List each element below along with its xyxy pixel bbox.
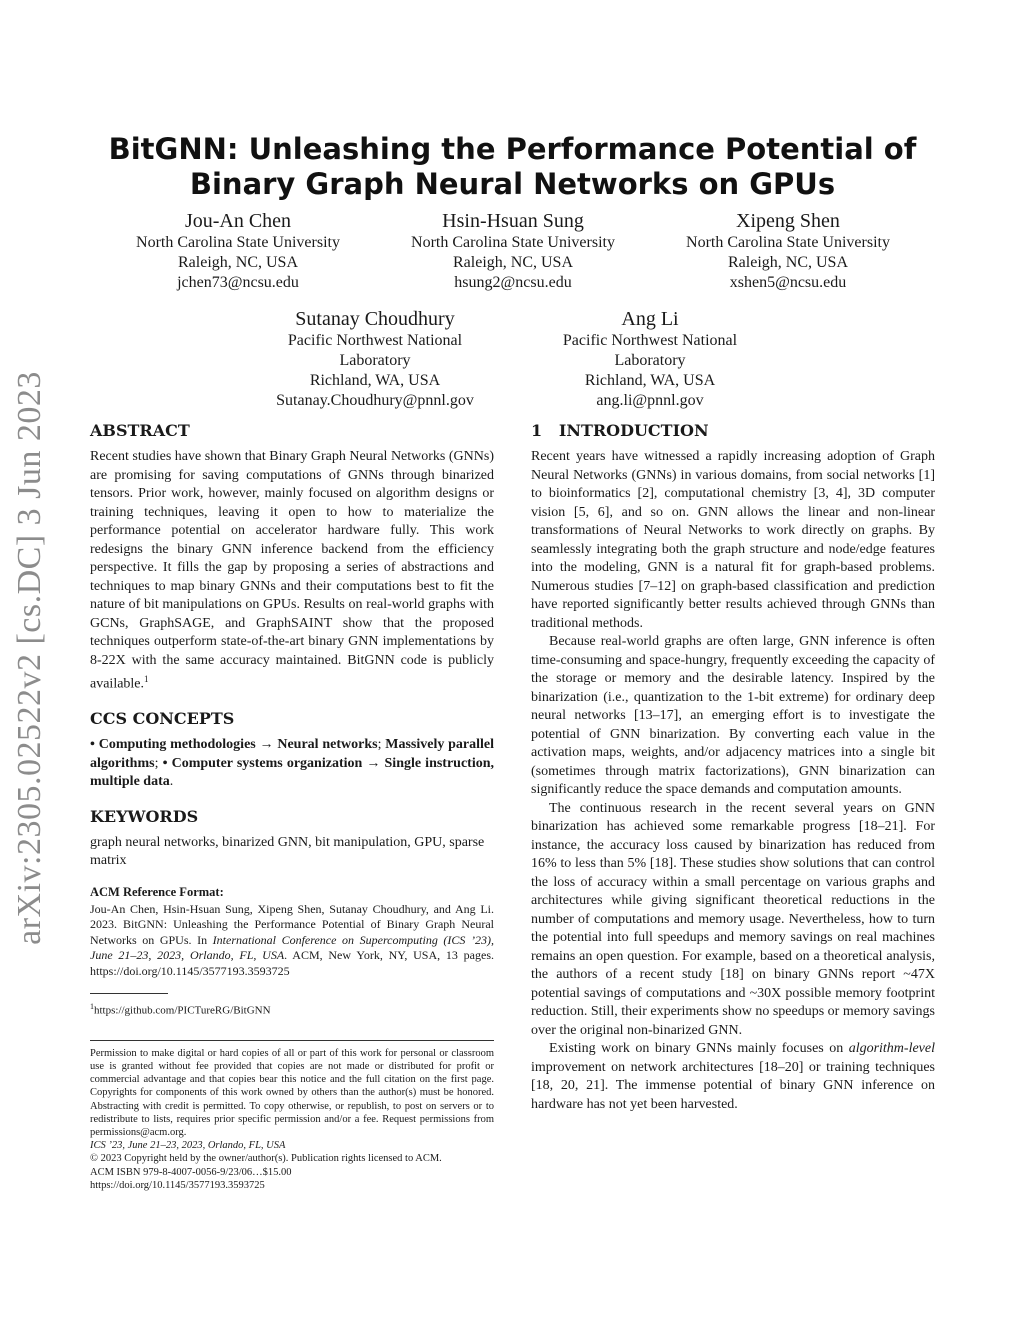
author-affiliation: North Carolina State University bbox=[411, 234, 615, 251]
author-block bbox=[255, 307, 495, 411]
left-column bbox=[90, 420, 494, 1192]
author-block bbox=[668, 209, 908, 293]
intro-paragraph-3: The continuous research in the recent several years on GNN binarization has achieved some remarkable progress [18–21]. For instance, the accuracy loss caused by binarization has reduced from 16% to less than 5% [18]. These studies show solutions that can control the loss of accuracy within a small percentage on various graphs and architectures while giving significant theoretical reductions in the number of computations and memory usage. Nevertheless, how to turn the potential into full speedups and memory savings on real machines remains an open question. For example, based on a theoretical analysis, the authors of a recent study [18] on binary GNNs report ~47X potential savings of computations and ~30X possible memory footprint reduction. Still, their experiments show no speedups or memory savings over the original non-binarized GNN. bbox=[531, 800, 935, 1038]
author-affiliation: Pacific Northwest National bbox=[562, 332, 738, 349]
author-email: hsung2@ncsu.edu bbox=[454, 274, 572, 291]
permission-rule bbox=[90, 1040, 494, 1041]
acm-reference-heading: ACM Reference Format: bbox=[90, 884, 224, 899]
author-affiliation: Laboratory bbox=[614, 352, 686, 369]
author-affiliation: Laboratory bbox=[339, 352, 411, 369]
copyright-line: © 2023 Copyright held by the owner/author(s). Publication rights licensed to ACM. bbox=[90, 1153, 442, 1165]
author-location: Richland, WA, USA bbox=[309, 372, 441, 389]
author-location: Richland, WA, USA bbox=[584, 372, 716, 389]
author-block bbox=[118, 209, 358, 293]
permission-notice: Permission to make digital or hard copies of all or part of this work for personal or classroom use is granted without fee provided that copies are not made or distributed for profit or commercial advantage and that copies bear this notice and the full citation on the first page. Copyrights for components of this work owned by others than the author(s) must be honored. Abstracting with credit is permitted. To copy otherwise, or republish, to post on servers or to redistribute to lists, requires prior specific permission and/or a fee. Request permissions from permissions@acm.org. bbox=[90, 1047, 494, 1139]
acm-reference-text: Jou-An Chen, Hsin-Hsuan Sung, Xipeng Shen, Sutanay Choudhury, and Ang Li. 2023. BitGNN: Unleashing the Performance Potential of Binary Graph Neural Networks on GPUs. In International Conference on Supercomputing (ICS ’23), June 21–23, 2023, Orlando, FL, USA. ACM, New York, NY, USA, 13 pages. https://doi.org/10.1145/3577193.3593725 bbox=[90, 901, 495, 978]
paper-title: BitGNN: Unleashing the Performance Potential of Binary Graph Neural Networks on GPUs bbox=[108, 132, 917, 201]
author-block bbox=[393, 209, 633, 293]
intro-paragraph-1: Recent years have witnessed a rapidly increasing adoption of Graph Neural Networks (GNNs) in various domains, from social networks [1] to bioinformatics [2], computational chemistry [3, 4], 3D computer vision [5, 6], and so on. GNN allows the linear and non-linear transformations of Neural Networks to work directly on graphs. By seamlessly integrating both the graph structure and node/edge features into the modeling, GNN is a natural fit for graph-based problems. Numerous studies [7–12] on graph-based classification and prediction have reported significantly better results achieved through GNNs than traditional methods. bbox=[531, 449, 935, 631]
footnote-rule bbox=[90, 993, 168, 994]
author-location: Raleigh, NC, USA bbox=[178, 254, 298, 271]
author-affiliation: North Carolina State University bbox=[136, 234, 340, 251]
author-affiliation: Pacific Northwest National bbox=[287, 332, 463, 349]
abstract-heading: ABSTRACT bbox=[90, 421, 190, 440]
author-block bbox=[530, 307, 770, 411]
author-affiliation: North Carolina State University bbox=[686, 234, 890, 251]
isbn-line: ACM ISBN 979-8-4007-0056-9/23/06…$15.00 bbox=[90, 1166, 292, 1178]
intro-paragraph-2: Because real-world graphs are often large, GNN inference is often time-consuming and space-hungry, frequently exceeding the capacity of the storage or memory and the desirable latency. Inspired by the binarization (i.e., quantization to the 1-bit extreme) for ordinary deep neural networks [13–17], an emerging effort is to investigate the potential of GNN binarization. By converting each value in the activation maps, weights, and/or adjacency matrices into a single bit (sometimes through matrix factorizations), GNN binarization can significantly reduce the space demands and computation amounts. bbox=[531, 634, 935, 797]
author-email: ang.li@pnnl.gov bbox=[596, 392, 704, 409]
footnote: $^1$https://github.com/PICTureRG/BitGNN bbox=[90, 1002, 271, 1017]
introduction-heading: 1 INTRODUCTION bbox=[531, 421, 709, 440]
ccs-concepts: • Computing methodologies → Neural networks; Massively parallel algorithms; • Computer systems organization → Single instruction, multiple data. bbox=[90, 737, 495, 790]
author-location: Raleigh, NC, USA bbox=[453, 254, 573, 271]
author-email: Sutanay.Choudhury@pnnl.gov bbox=[276, 392, 474, 409]
footnote-mark: 1 bbox=[144, 674, 149, 684]
intro-paragraph-4: Existing work on binary GNNs mainly focuses on algorithm-level improvement on network architectures [18–20] or training techniques [18, 20, 21]. The immense potential of binary GNN inference on hardware has not yet been harvested. bbox=[531, 1041, 935, 1112]
author-name: Xipeng Shen bbox=[736, 210, 840, 232]
abstract-text: Recent studies have shown that Binary Graph Neural Networks (GNNs) are promising for saving computations of GNNs through binarized tensors. Prior work, however, mainly focused on algorithm designs or training techniques, leaving it open to how to materialize the performance potential on accelerator hardware fully. This work redesigns the binary GNN inference backend from the efficiency perspective. It fills the gap by proposing a series of abstractions and techniques to map binary GNNs and their computations best to fit the nature of bit manipulations on GPUs. Results on real-world graphs with GCNs, GraphSAGE, and GraphSAINT show that the proposed techniques outperform state-of-the-art binary GNN implementations by 8-22X with the same accuracy maintained. BitGNN code is publicly available.$^1$ bbox=[90, 449, 494, 692]
permission-venue: ICS ’23, June 21–23, 2023, Orlando, FL, USA bbox=[90, 1140, 286, 1152]
right-column bbox=[531, 420, 935, 1114]
author-name: Ang Li bbox=[621, 308, 679, 330]
author-email: xshen5@ncsu.edu bbox=[729, 274, 847, 291]
keywords-heading: KEYWORDS bbox=[90, 806, 199, 826]
ccs-heading: CCS CONCEPTS bbox=[90, 709, 235, 729]
author-name: Hsin-Hsuan Sung bbox=[442, 210, 584, 232]
author-name: Sutanay Choudhury bbox=[295, 308, 455, 330]
arxiv-id: arXiv:2305.02522v2 [cs.DC] 3 Jun 2023 bbox=[11, 371, 48, 945]
author-email: jchen73@ncsu.edu bbox=[177, 274, 299, 291]
keywords-text: graph neural networks, binarized GNN, bit manipulation, GPU, sparse matrix bbox=[90, 834, 485, 869]
author-location: Raleigh, NC, USA bbox=[728, 254, 848, 271]
doi-line: https://doi.org/10.1145/3577193.3593725 bbox=[90, 1179, 265, 1191]
author-name: Jou-An Chen bbox=[184, 210, 292, 232]
